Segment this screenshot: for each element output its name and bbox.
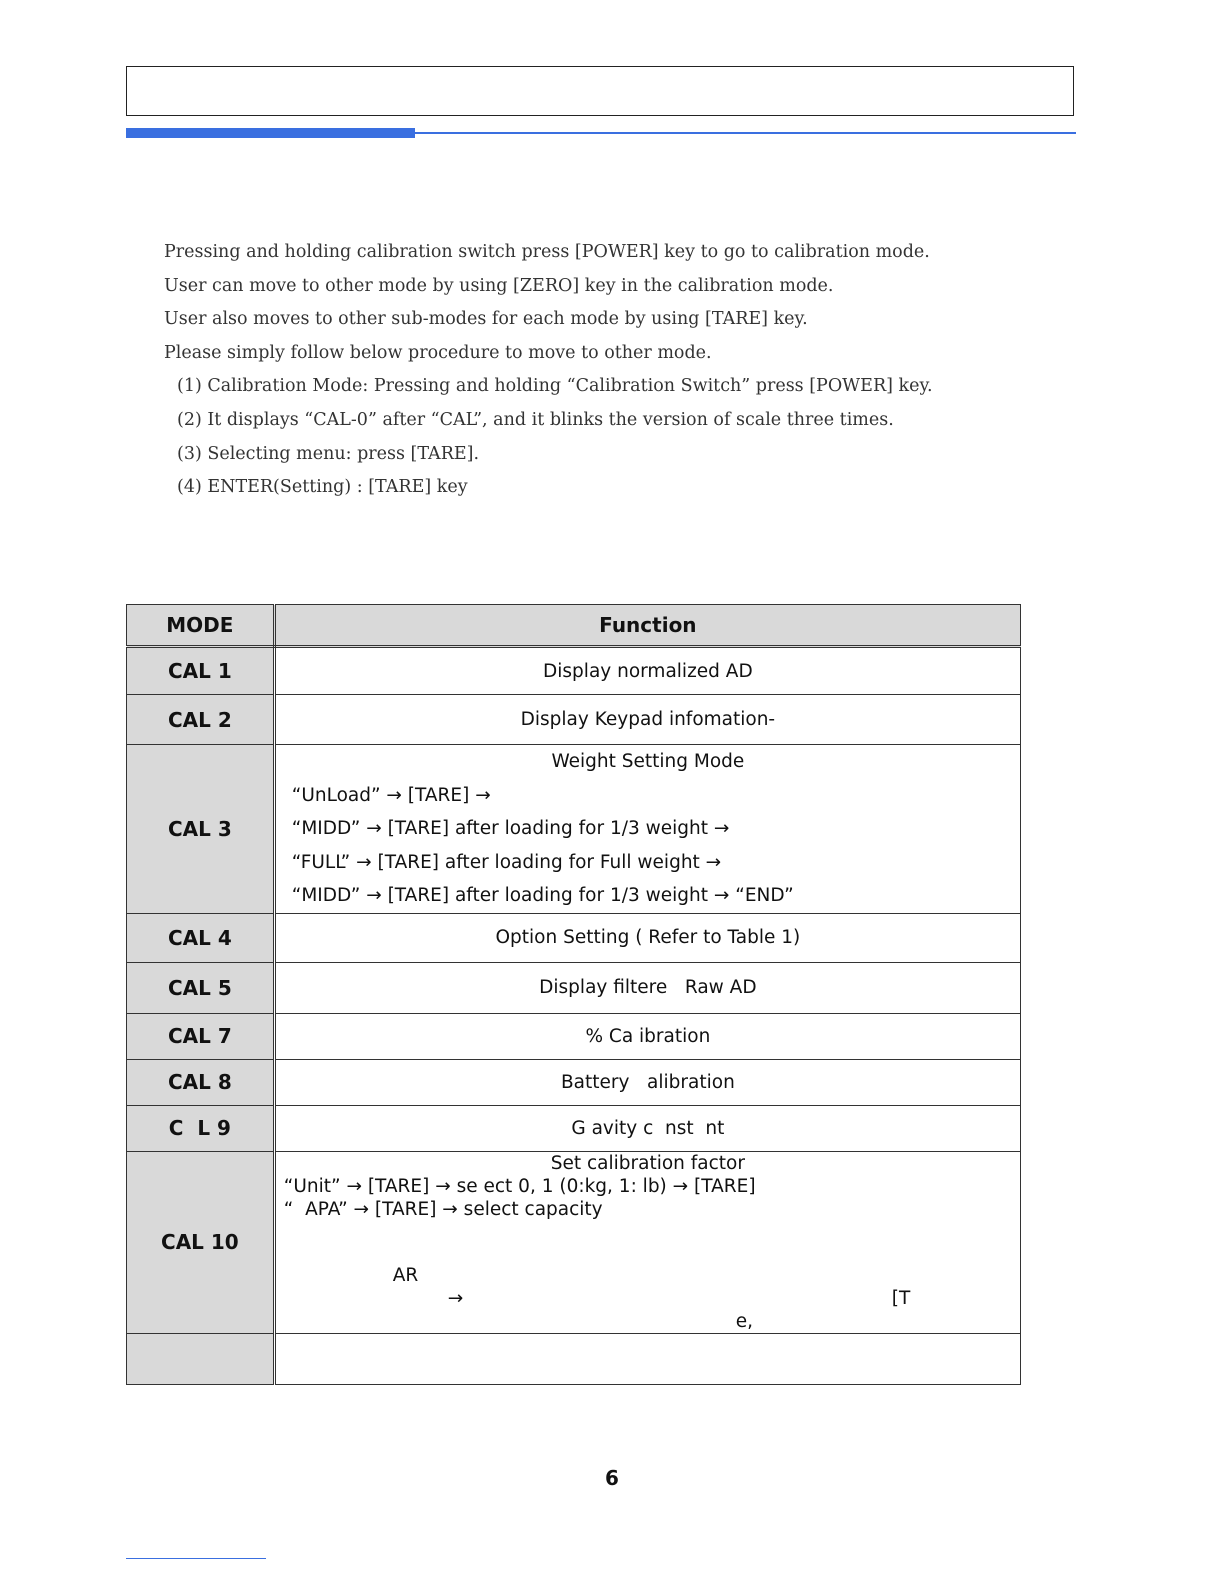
intro-line: Please simply follow below procedure to move to other mode. <box>164 342 712 363</box>
text-fragment: → <box>447 1287 464 1309</box>
intro-line: User can move to other mode by using [ZERO] key in the calibration mode. <box>164 275 834 296</box>
function-line: “Unit” → [TARE] → se ect 0, 1 (0:kg, 1: lb) → [TARE] <box>283 1175 756 1197</box>
table-row <box>127 1333 1021 1384</box>
function-line: “MIDD” → [TARE] after loading for 1/3 weight → <box>291 818 730 839</box>
function-cell: Battery alibration <box>274 1059 1020 1105</box>
mode-cell: CAL 1 <box>127 647 275 695</box>
function-cell <box>274 745 1020 914</box>
function-cell: Display normalized AD <box>274 647 1020 695</box>
mode-cell: CAL 3 <box>127 745 275 914</box>
function-line: “MIDD” → [TARE] after loading for 1/3 weight → “END” <box>291 885 794 906</box>
table-row <box>127 962 1021 1013</box>
table-row <box>127 1059 1021 1105</box>
mode-cell: CAL 2 <box>127 695 275 745</box>
table-row <box>127 695 1021 745</box>
text-fragment: AR <box>392 1264 419 1286</box>
mode-cell: C L 9 <box>127 1105 275 1151</box>
mode-cell: CAL 4 <box>127 913 275 962</box>
function-cell: Display Keypad infomation- <box>274 695 1020 745</box>
function-title: Weight Setting Mode <box>551 751 745 772</box>
footer-rule <box>126 1558 266 1559</box>
calibration-mode-table <box>126 604 1021 1385</box>
text-fragment: e, <box>735 1310 753 1332</box>
function-line: “ APA” → [TARE] → select capacity <box>283 1198 603 1220</box>
intro-line: Pressing and holding calibration switch press [POWER] key to go to calibration mode. <box>164 242 930 262</box>
function-cell: Option Setting ( Refer to Table 1) <box>274 913 1020 962</box>
function-title: Set calibration factor <box>550 1152 745 1174</box>
header-function: Function <box>274 605 1020 647</box>
mode-cell: CAL 7 <box>127 1013 275 1059</box>
step-line: (2) It displays “CAL-0” after “CAL”, and it blinks the version of scale three times. <box>177 409 894 430</box>
function-line: “FULL” → [TARE] after loading for Full weight → <box>291 851 722 873</box>
step-line: (3) Selecting menu: press [TARE]. <box>177 443 480 464</box>
table-row <box>127 647 1021 695</box>
function-cell: % Ca ibration <box>274 1013 1020 1059</box>
mode-cell: CAL 5 <box>127 962 275 1013</box>
table-row <box>127 1151 1021 1333</box>
header-rule-accent <box>126 128 415 138</box>
step-line: (4) ENTER(Setting) : [TARE] key <box>177 477 468 498</box>
header-box <box>126 66 1074 116</box>
step-line: (1) Calibration Mode: Pressing and holding “Calibration Switch” press [POWER] key. <box>177 376 933 397</box>
function-cell: Display filtere Raw AD <box>274 962 1020 1013</box>
table-row <box>127 745 1021 914</box>
function-cell <box>274 1333 1020 1384</box>
function-line: “UnLoad” → [TARE] → <box>291 784 491 806</box>
intro-line: User also moves to other sub-modes for each mode by using [TARE] key. <box>164 309 808 330</box>
table-row <box>127 913 1021 962</box>
function-cell: G avity c nst nt <box>274 1105 1020 1151</box>
text-fragment: [T <box>891 1287 911 1309</box>
intro-text <box>164 236 933 505</box>
mode-cell <box>127 1333 275 1384</box>
page-number: 6 <box>605 1466 619 1490</box>
function-cell <box>274 1151 1020 1333</box>
mode-cell: CAL 8 <box>127 1059 275 1105</box>
header-mode: MODE <box>127 605 275 647</box>
table-row <box>127 1013 1021 1059</box>
table-header-row <box>127 605 1021 647</box>
table-row <box>127 1105 1021 1151</box>
mode-cell: CAL 10 <box>127 1151 275 1333</box>
